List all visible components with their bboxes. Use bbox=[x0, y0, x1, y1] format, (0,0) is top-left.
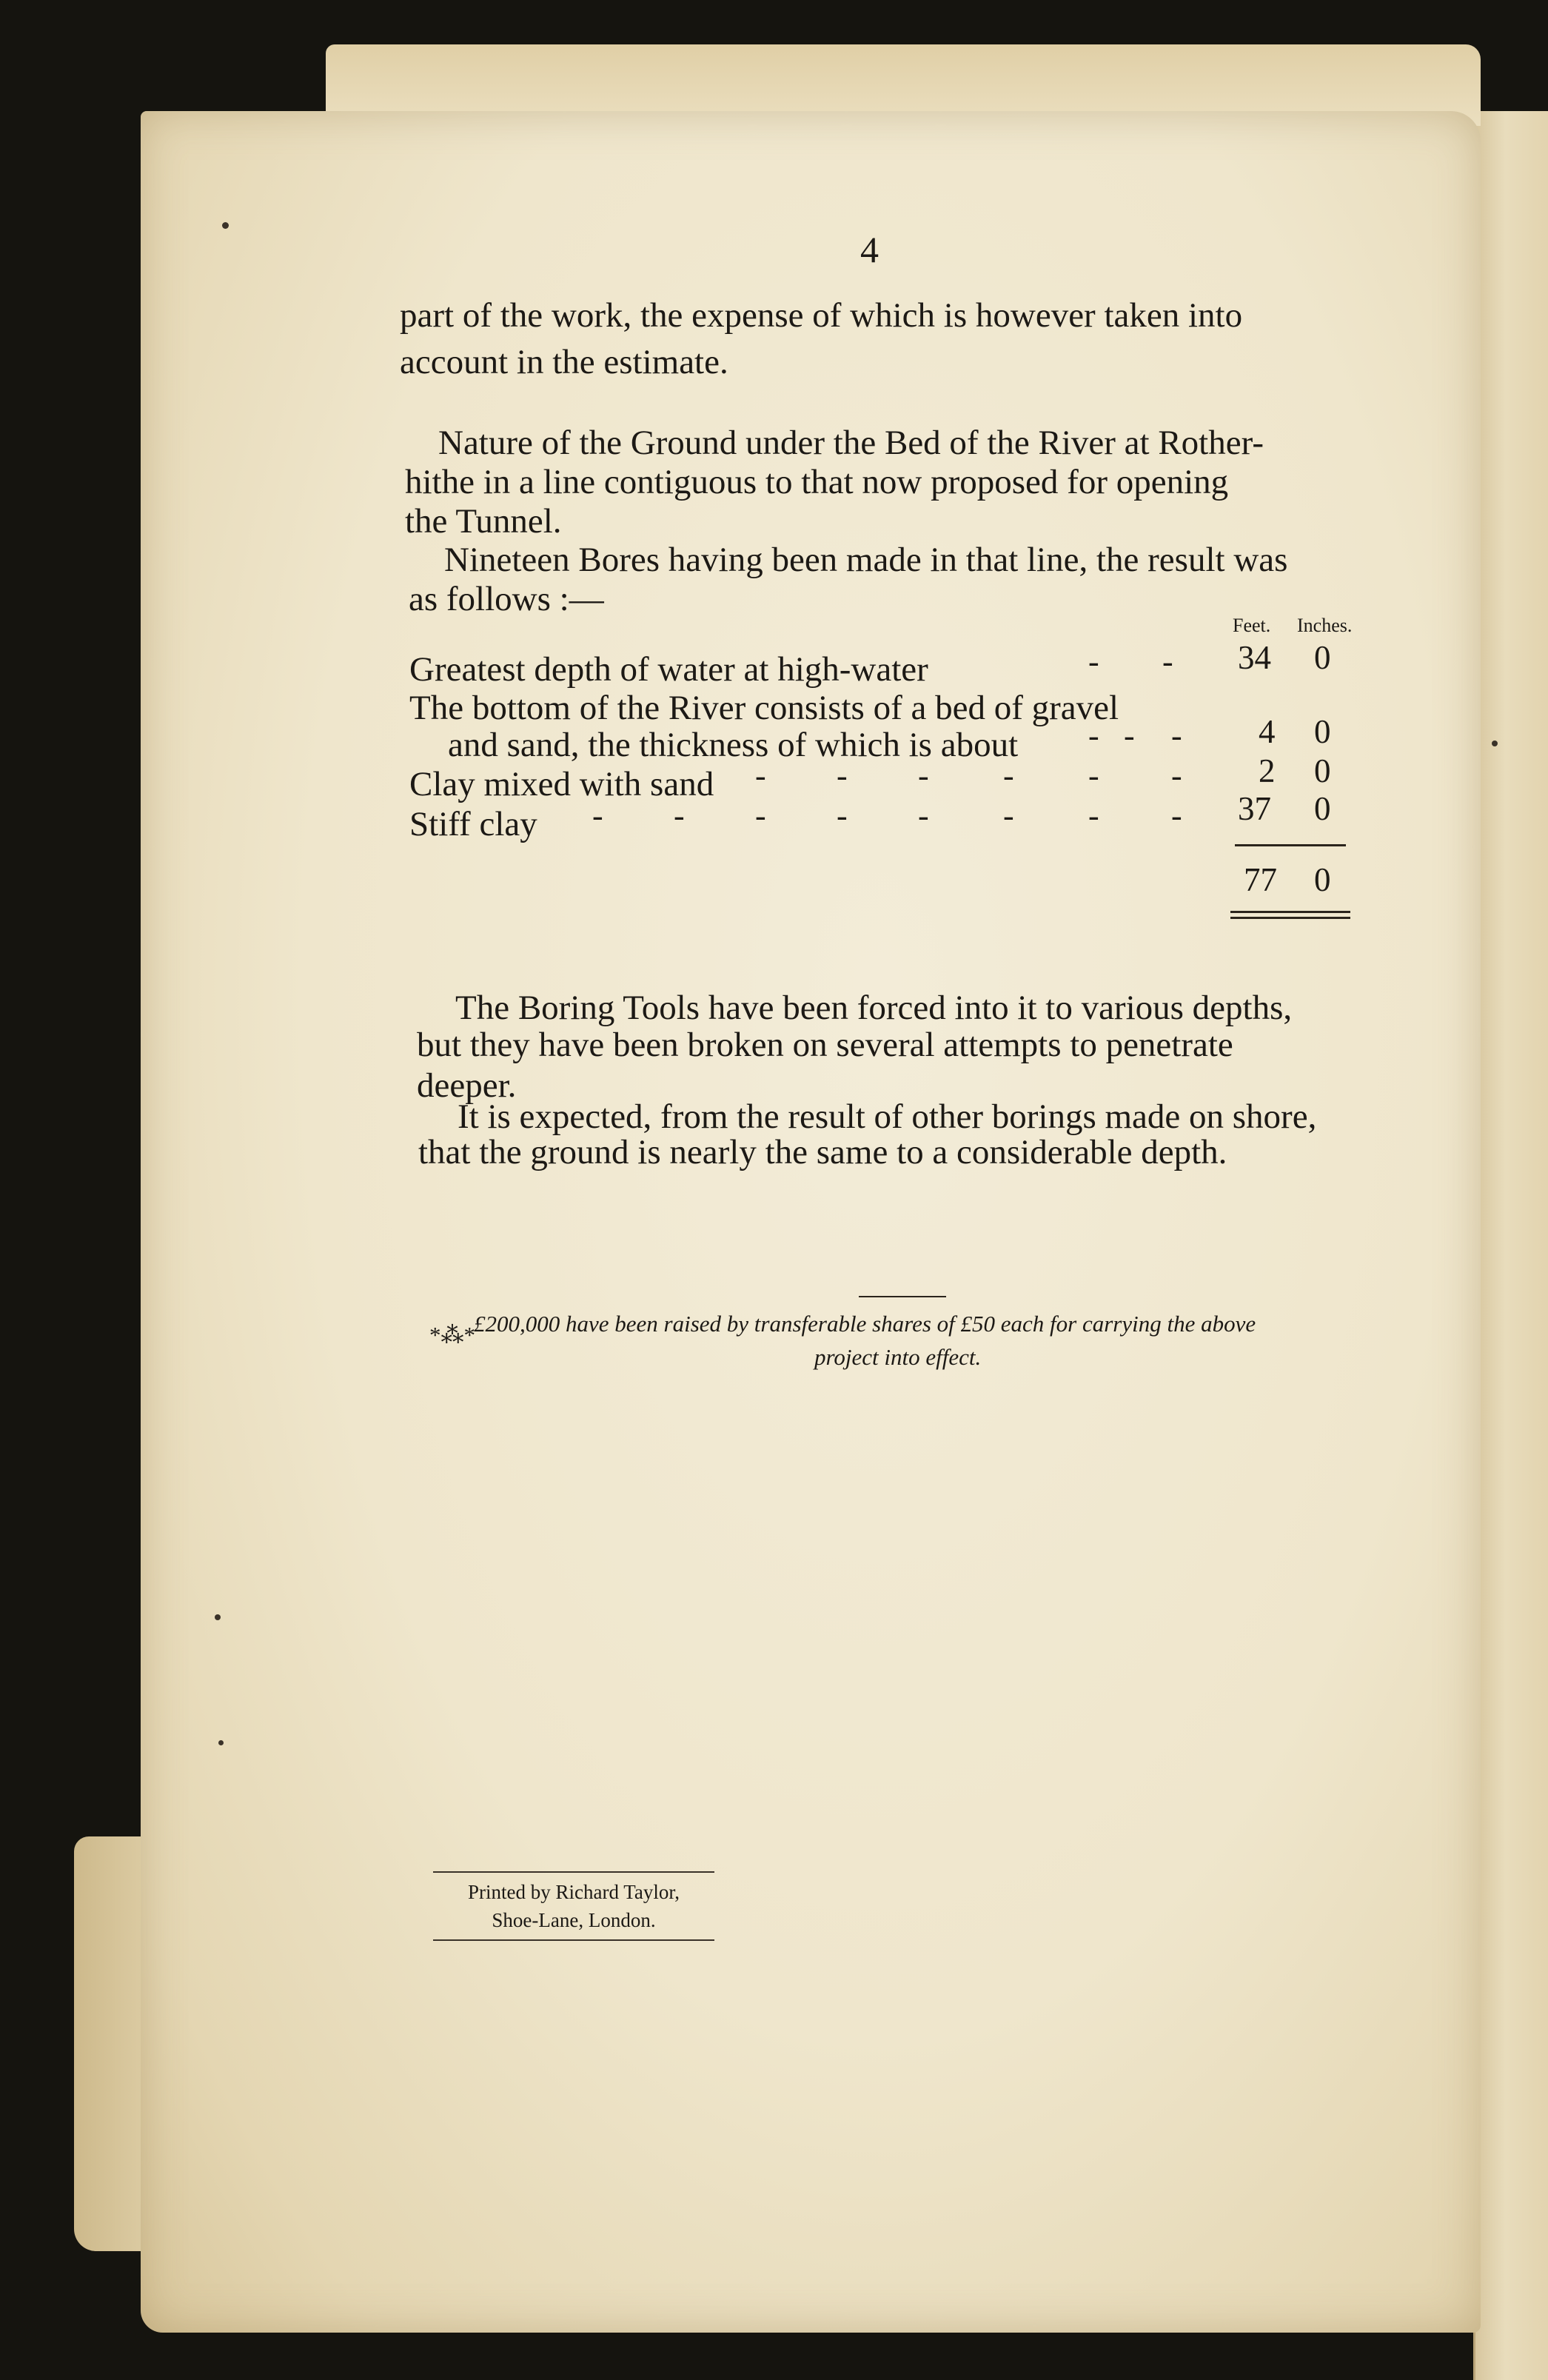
table-cell-inches: 0 bbox=[1314, 713, 1331, 750]
leader-dash: - bbox=[1171, 798, 1182, 834]
foxing-spot bbox=[1492, 741, 1498, 746]
table-cell-feet: 34 bbox=[1238, 639, 1271, 676]
leader-dash: - bbox=[592, 798, 603, 834]
table-cell-feet: 2 bbox=[1259, 752, 1276, 789]
paragraph-1-line-1: part of the work, the expense of which is however taken into bbox=[400, 296, 1243, 335]
paragraph-2-line-1: Nature of the Ground under the Bed of the River at Rother- bbox=[438, 424, 1264, 462]
leader-dash: - bbox=[755, 758, 766, 794]
paragraph-1-line-2: account in the estimate. bbox=[400, 343, 728, 381]
table-row-label: Stiff clay bbox=[409, 805, 537, 843]
leader-dash: - bbox=[918, 758, 929, 794]
page-number: 4 bbox=[860, 229, 879, 270]
table-row-label: Greatest depth of water at high-water bbox=[409, 650, 928, 689]
paragraph-4-line-3: deeper. bbox=[417, 1066, 517, 1105]
leader-dash: - bbox=[1171, 718, 1182, 754]
leader-dash: - bbox=[1171, 758, 1182, 794]
foxing-spot bbox=[218, 1740, 224, 1745]
table-row-label: The bottom of the River consists of a bed of gravel bbox=[409, 689, 1119, 727]
table-cell-inches: 0 bbox=[1314, 752, 1331, 789]
footnote-line-2: project into effect. bbox=[814, 1344, 982, 1370]
leader-dash: - bbox=[1088, 644, 1099, 680]
paragraph-3-line-2: as follows :— bbox=[409, 580, 604, 618]
table-cell-feet: 4 bbox=[1259, 713, 1276, 750]
leader-dash: - bbox=[1162, 644, 1173, 680]
leader-dash: - bbox=[837, 798, 848, 834]
sum-rule bbox=[1235, 844, 1346, 846]
table-cell-inches: 0 bbox=[1314, 639, 1331, 676]
paragraph-3-line-1: Nineteen Bores having been made in that line, the result was bbox=[444, 541, 1288, 579]
column-header-feet: Feet. bbox=[1233, 615, 1271, 636]
paragraph-2-line-2: hithe in a line contiguous to that now proposed for opening bbox=[405, 463, 1229, 501]
foxing-spot bbox=[215, 1614, 221, 1620]
footnote-line-1: £200,000 have been raised by transferable shares of £50 each for carrying the above bbox=[474, 1311, 1256, 1337]
leader-dash: - bbox=[1088, 798, 1099, 834]
imprint-line-1: Printed by Richard Taylor, bbox=[468, 1881, 680, 1903]
table-cell-inches: 0 bbox=[1314, 790, 1331, 827]
table-row-label: Clay mixed with sand bbox=[409, 765, 714, 803]
footnote-rule bbox=[859, 1296, 946, 1297]
imprint-line-2: Shoe-Lane, London. bbox=[492, 1909, 656, 1931]
total-double-rule bbox=[1230, 917, 1350, 919]
leader-dash: - bbox=[918, 798, 929, 834]
total-inches: 0 bbox=[1314, 861, 1331, 898]
paragraph-2-line-3: the Tunnel. bbox=[405, 502, 562, 541]
leader-dash: - bbox=[755, 798, 766, 834]
leader-dash: - bbox=[1124, 718, 1135, 754]
next-page-edge bbox=[1473, 111, 1548, 2380]
leader-dash: - bbox=[1088, 718, 1099, 754]
paragraph-5-line-1: It is expected, from the result of other borings made on shore, bbox=[458, 1097, 1317, 1136]
paragraph-5-line-2: that the ground is nearly the same to a considerable depth. bbox=[418, 1133, 1227, 1171]
leader-dash: - bbox=[837, 758, 848, 794]
leader-dash: - bbox=[1003, 758, 1014, 794]
column-header-inches: Inches. bbox=[1297, 615, 1353, 636]
table-row-label: and sand, the thickness of which is about bbox=[448, 726, 1019, 764]
total-double-rule bbox=[1230, 911, 1350, 913]
leader-dash: - bbox=[1003, 798, 1014, 834]
footnote-mark: *⁂* bbox=[429, 1322, 475, 1348]
paragraph-4-line-1: The Boring Tools have been forced into it to various depths, bbox=[455, 989, 1293, 1027]
foxing-spot bbox=[222, 222, 229, 229]
leader-dash: - bbox=[1088, 758, 1099, 794]
leader-dash: - bbox=[674, 798, 685, 834]
paragraph-4-line-2: but they have been broken on several attempts to penetrate bbox=[417, 1026, 1233, 1064]
table-cell-feet: 37 bbox=[1238, 790, 1271, 827]
total-feet: 77 bbox=[1244, 861, 1277, 898]
